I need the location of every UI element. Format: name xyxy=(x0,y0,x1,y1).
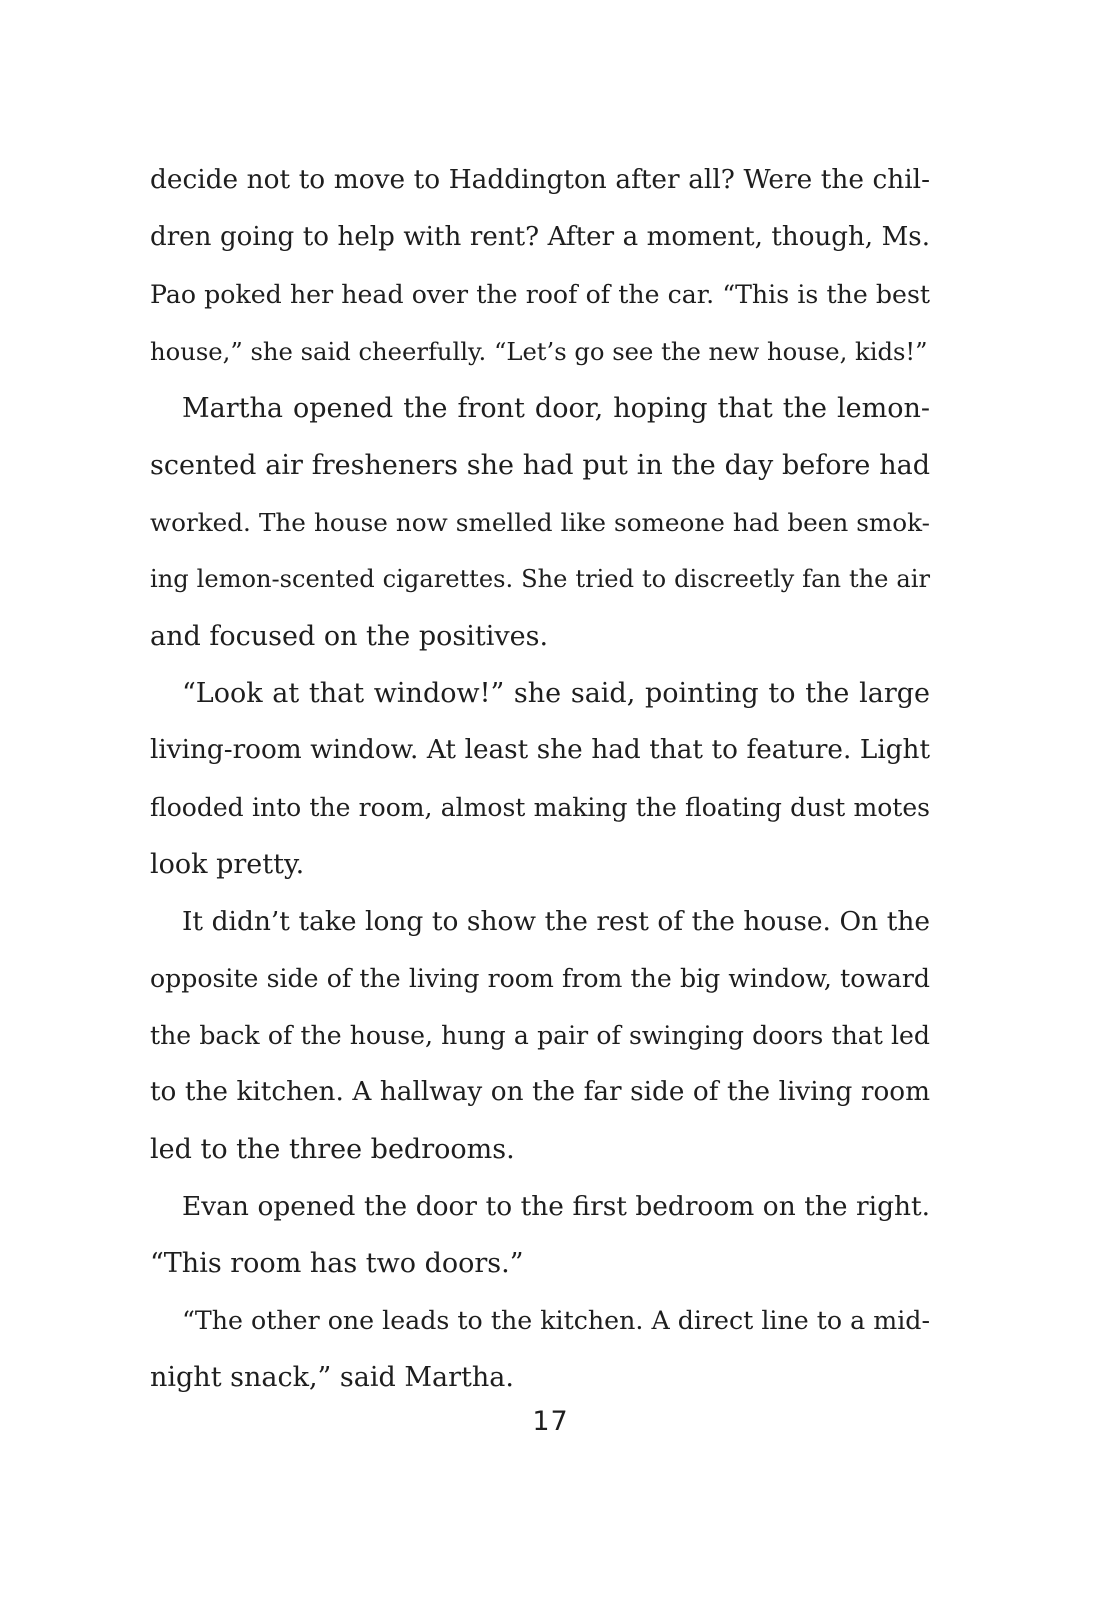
text-line: worked. The house now smelled like someone had been smok- xyxy=(150,508,930,537)
body-text xyxy=(150,152,930,1406)
text-line: the back of the house, hung a pair of swinging doors that led xyxy=(150,1021,930,1050)
text-line: scented air fresheners she had put in the day before had xyxy=(150,450,930,481)
text-line: decide not to move to Haddington after all? Were the chil- xyxy=(150,165,930,195)
text-line: It didn’t take long to show the rest of the house. On the xyxy=(182,906,930,937)
text-line: Martha opened the front door, hoping that the lemon- xyxy=(182,393,930,424)
text-line: night snack,” said Martha. xyxy=(150,1362,514,1393)
text-line: look pretty. xyxy=(150,849,305,880)
text-line: and focused on the positives. xyxy=(150,621,549,652)
text-line: opposite side of the living room from the big window, toward xyxy=(150,964,930,993)
text-line: living-room window. At least she had that to feature. Light xyxy=(150,735,930,765)
text-line: dren going to help with rent? After a moment, though, Ms. xyxy=(150,222,930,252)
text-line: led to the three bedrooms. xyxy=(150,1134,515,1165)
text-line: flooded into the room, almost making the floating dust motes xyxy=(150,793,930,822)
page-number: 17 xyxy=(532,1406,569,1437)
text-line: ing lemon-scented cigarettes. She tried to discreetly fan the air xyxy=(150,565,930,593)
text-line: Evan opened the door to the first bedroom on the right. xyxy=(182,1191,930,1222)
text-line: to the kitchen. A hallway on the far side of the living room xyxy=(150,1077,930,1107)
text-line: “The other one leads to the kitchen. A direct line to a mid- xyxy=(182,1306,930,1335)
text-line: house,” she said cheerfully. “Let’s go see the new house, kids!” xyxy=(150,337,928,366)
text-line: Pao poked her head over the roof of the car. “This is the best xyxy=(150,280,930,309)
text-line: “This room has two doors.” xyxy=(150,1248,524,1279)
text-line: “Look at that window!” she said, pointing to the large xyxy=(182,678,930,709)
